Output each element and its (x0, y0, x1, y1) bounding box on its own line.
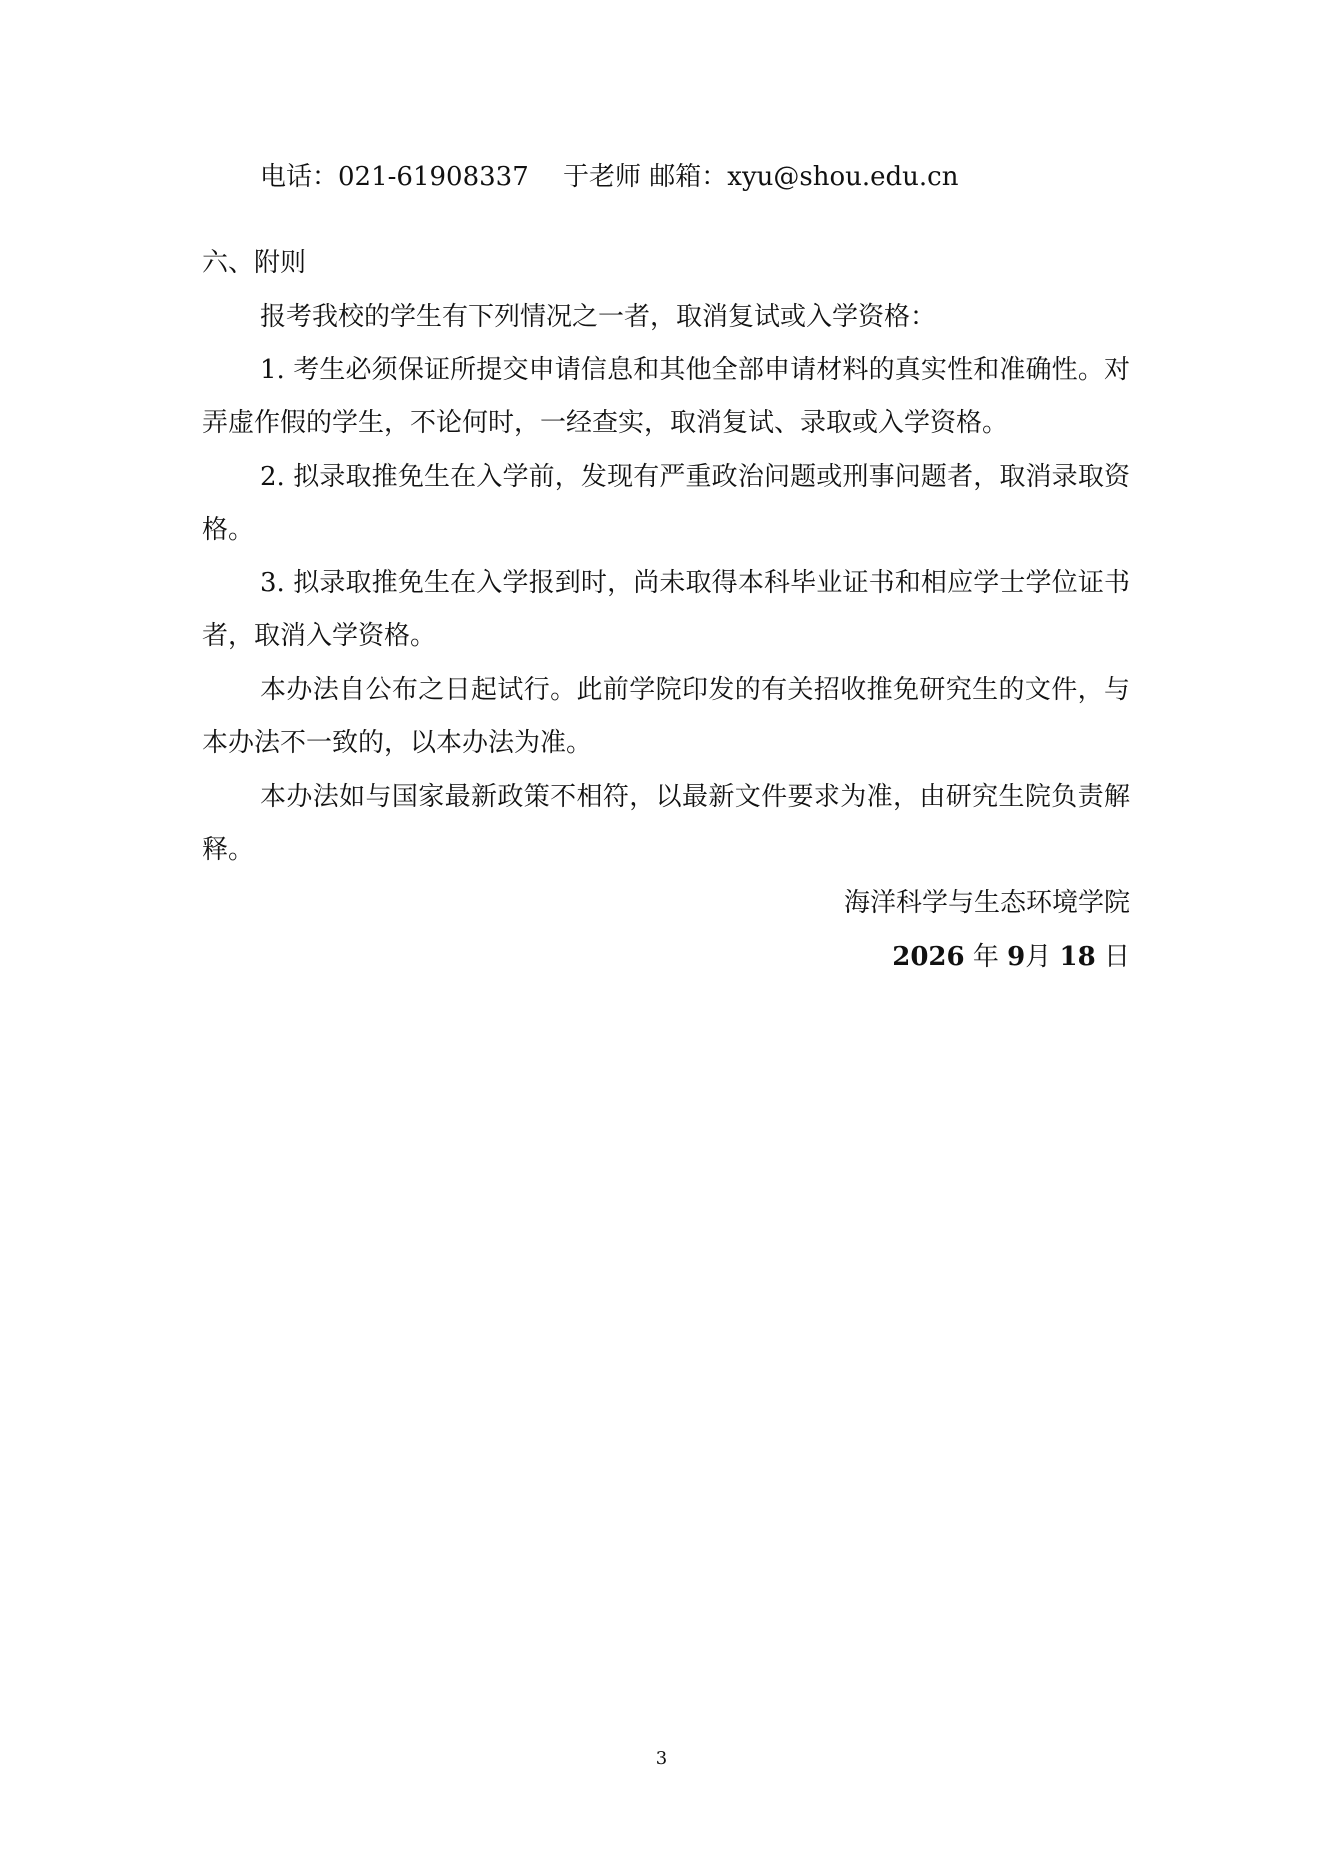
paragraph-2-line-1: 本办法如与国家最新政策不相符，以最新文件要求为准，由研究生院负责解 (260, 782, 1130, 812)
paragraph-1-line-2: 本办法不一致的，以本办法为准。 (202, 728, 593, 758)
date-year-unit: 年 (972, 942, 999, 972)
item-1-line-2: 弄虚作假的学生，不论何时，一经查实，取消复试、录取或入学资格。 (202, 408, 1009, 438)
date-month: 9 (1007, 942, 1026, 972)
item-1-line-1: 1. 考生必须保证所提交申请信息和其他全部申请材料的真实性和准确性。对 (260, 355, 1130, 385)
item-3-line-2: 者，取消入学资格。 (202, 621, 437, 651)
signature: 海洋科学与生态环境学院 (843, 888, 1130, 918)
intro-paragraph: 报考我校的学生有下列情况之一者，取消复试或入学资格： (260, 302, 937, 332)
item-2-line-1: 2. 拟录取推免生在入学前，发现有严重政治问题或刑事问题者，取消录取资 (260, 462, 1130, 492)
paragraph-1-line-1: 本办法自公布之日起试行。此前学院印发的有关招收推免研究生的文件，与 (260, 675, 1130, 705)
date-day: 18 (1059, 942, 1096, 972)
section-heading: 六、附则 (202, 248, 307, 278)
item-3-line-1: 3. 拟录取推免生在入学报到时，尚未取得本科毕业证书和相应学士学位证书 (260, 568, 1130, 598)
issue-date (892, 942, 1130, 972)
paragraph-2-line-2: 释。 (202, 835, 255, 865)
date-month-unit: 月 (1025, 942, 1052, 972)
item-2-line-2: 格。 (202, 515, 255, 545)
contact-line: 电话：021-61908337 于老师 邮箱：xyu@shou.edu.cn (260, 162, 959, 192)
date-day-unit: 日 (1103, 942, 1130, 972)
page-number: 3 (655, 1748, 668, 1769)
date-year: 2026 (892, 942, 965, 972)
